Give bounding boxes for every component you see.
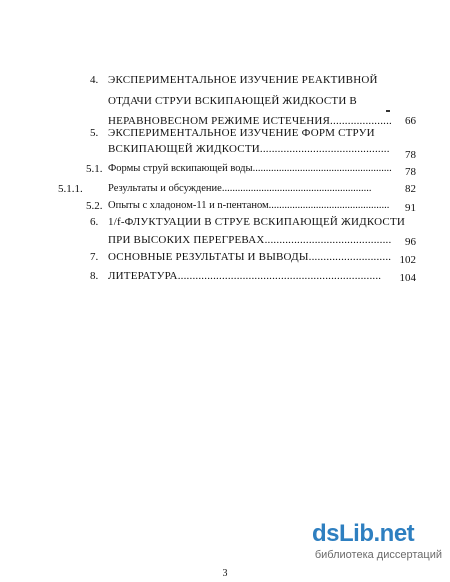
toc-title-line: ОСНОВНЫЕ РЕЗУЛЬТАТЫ И ВЫВОДЫ............................ [108,251,392,263]
toc-title-line: ПРИ ВЫСОКИХ ПЕРЕГРЕВАХ........................................... [108,234,392,246]
toc-title-line: Формы струй вскипающей воды..................................................... [108,163,392,174]
toc-title-line: Результаты и обсуждение......................................................... [108,183,372,194]
toc-title-line: ЛИТЕРАТУРА..................................................................... [108,270,382,282]
toc-page-number: 78 [405,166,416,178]
toc-number: 7. [90,251,99,263]
toc-number: 5. [90,127,99,139]
toc-page-number: 102 [399,254,416,266]
toc-title-line: Опыты с хладоном-11 и n-пентаном.............................................. [108,200,390,211]
toc-page-number: 66 [405,115,416,127]
toc-title-line: ВСКИПАЮЩЕЙ ЖИДКОСТИ............................................ [108,143,390,155]
toc-number: 5.1.1. [58,183,83,195]
toc-title-line: 1/f-ФЛУКТУАЦИИ В СТРУЕ ВСКИПАЮЩЕЙ ЖИДКОСТИ [108,216,406,228]
toc-page-number: 91 [405,202,416,214]
toc-number: 4. [90,74,99,86]
toc-page-number: 78 [405,149,416,161]
toc-title-line: ЭКСПЕРИМЕНТАЛЬНОЕ ИЗУЧЕНИЕ РЕАКТИВНОЙ [108,74,378,86]
scan-speck [386,110,390,112]
toc-title-line: ОТДАЧИ СТРУИ ВСКИПАЮЩЕЙ ЖИДКОСТИ В [108,95,357,107]
toc-number: 5.1. [86,163,103,175]
toc-number: 6. [90,216,99,228]
toc-page-number: 104 [399,272,416,284]
toc-title-line: НЕРАВНОВЕСНОМ РЕЖИМЕ ИСТЕЧЕНИЯ..................... [108,115,393,127]
toc-title-line: ЭКСПЕРИМЕНТАЛЬНОЕ ИЗУЧЕНИЕ ФОРМ СТРУИ [108,127,375,139]
toc-page-number: 96 [405,236,416,248]
toc-number: 5.2. [86,200,103,212]
watermark-caption: библиотека диссертаций [314,549,442,561]
watermark [292,520,442,568]
toc-page-number: 82 [405,183,416,195]
watermark-logo: dsLib.net [312,520,415,547]
toc-number: 8. [90,270,99,282]
page-number: 3 [222,568,228,579]
